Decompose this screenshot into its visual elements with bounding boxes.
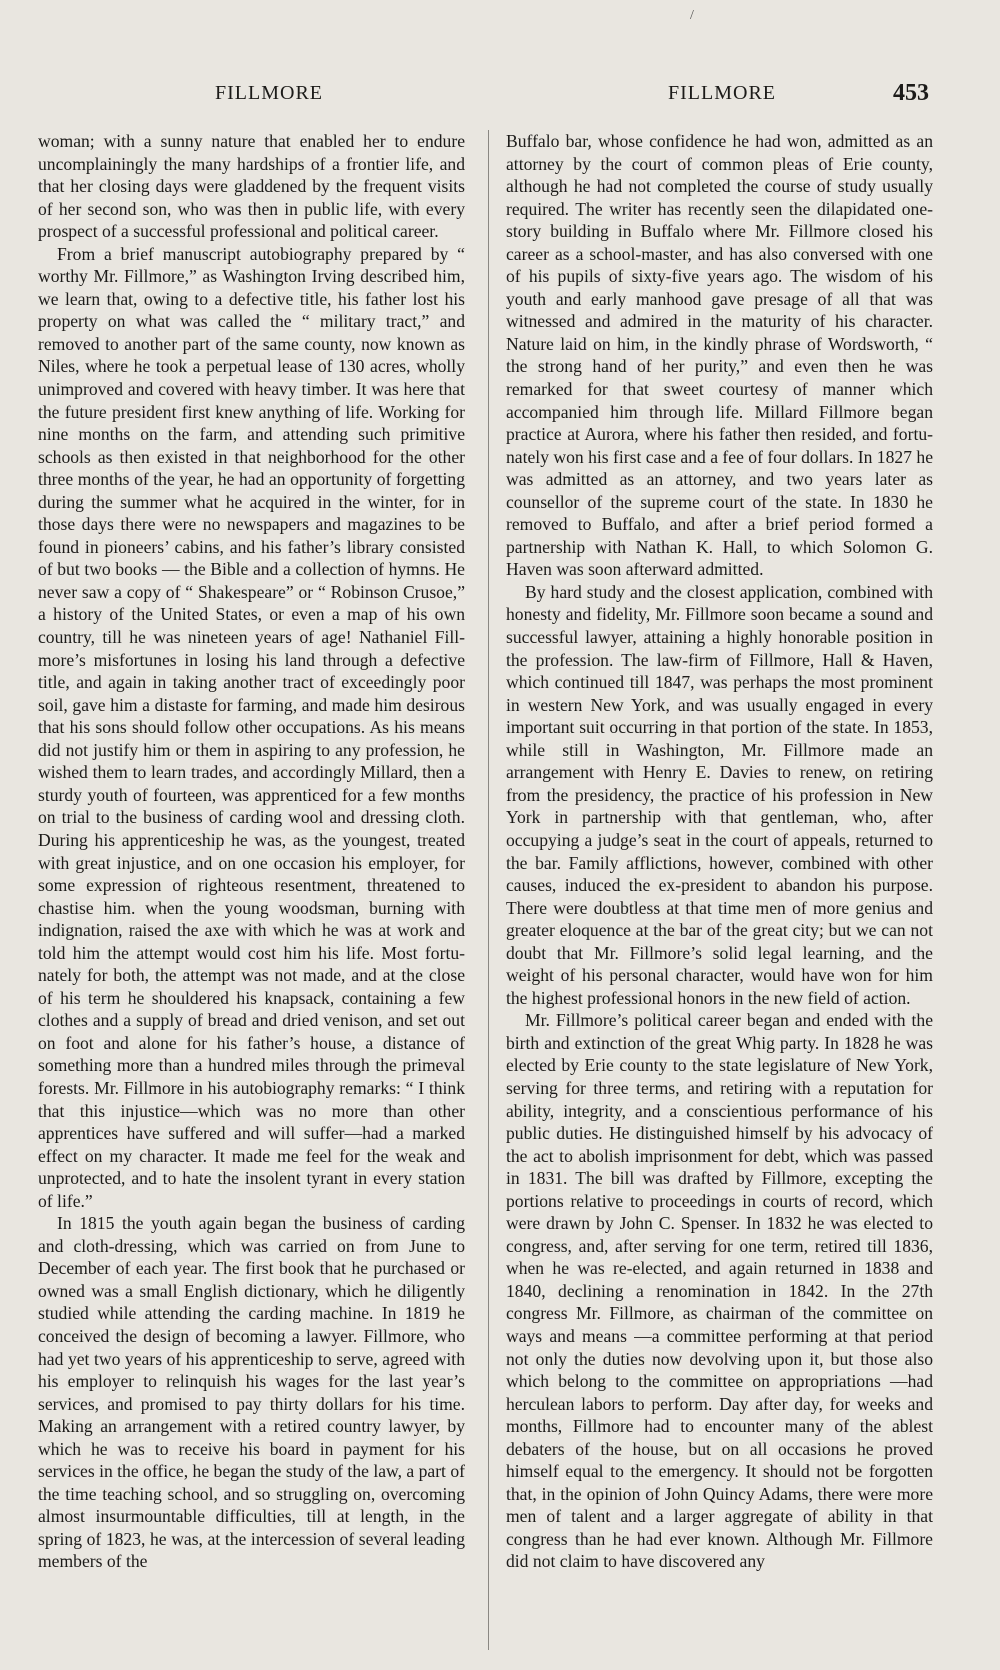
left-paragraph-1: woman; with a sunny nature that enabled her to endure uncomplainingly the many hardships of a frontier life, and that her closing days were gladdened by the frequent visits of her second son, who was then in public life, with every prospect of a successful professional and political career. bbox=[38, 131, 465, 242]
page-number: 453 bbox=[893, 80, 929, 106]
running-header-left: FILLMORE bbox=[215, 82, 323, 104]
right-column bbox=[506, 130, 933, 1573]
left-paragraph-2: From a brief manuscript autobiography prepared by “ worthy Mr. Fillmore,” as Washington Irving described him, we learn that, owing to a defective title, his father lost his property on what was called the “ military tract,” and removed to another part of the same county, now known as Niles, where he took a perpetual lease of 130 acres, wholly unimproved and covered with heavy timber. It was here that the future president first knew anything of life. Working for nine months on the farm, and attending such primitive schools as then existed in that neighborhood for the other three months of the year, he had an opportunity of forgetting during the summer what he acquired in the winter, for in those days there were no newspapers and magazines to be found in pioneers’ cabins, and his father’s library consisted of but two books — the Bible and a collection of hymns. He never saw a copy of “ Shakespeare” or “ Robinson Crusoe,” a history of the United States, or even a map of his own country, till he was nineteen years of age! Nathaniel Fillmore’s misfortunes in losing his land through a defective title, and again in taking another tract of exceedingly poor soil, gave him a distaste for farming, and made him desirous that his sons should follow other occupations. As his means did not justify him or them in aspiring to any profession, he wished them to learn trades, and accordingly Millard, then a sturdy youth of fourteen, was apprenticed for a few months on trial to the business of carding wool and dressing cloth. During his apprenticeship he was, as the youngest, treated with great injustice, and on one occasion his employer, for some expression of righteous resentment, threatened to chastise him. when the young woodsman, burning with indignation, raised the axe with which he was at work and told him the attempt would cost him his life. Most fortunately for both, the attempt was not made, and at the close of his term he shouldered his knapsack, containing a few clothes and a supply of bread and dried venison, and set out on foot and alone for his father’s house, a distance of something more than a hundred miles through the primeval forests. Mr. Fillmore in his autobiography remarks: “ I think that this injustice—which was no more than other apprentices have suffered and will suffer—had a marked effect on my character. It made me feel for the weak and unprotected, and to hate the insolent tyrant in every station of life.” bbox=[38, 243, 465, 1211]
left-column bbox=[38, 130, 465, 1573]
left-paragraph-3: In 1815 the youth again began the business of carding and cloth-dressing, which was carried on from June to December of each year. The first book that he purchased or owned was a small English dictionary, which he diligently studied while attending the carding machine. In 1819 he conceived the design of becoming a lawyer. Fillmore, who had yet two years of his apprenticeship to serve, agreed with his employer to relinquish his wages for the last year’s services, and promised to pay thirty dollars for his time. Making an arrangement with a retired country lawyer, by which he was to receive his board in payment for his services in the office, he began the study of the law, a part of the time teaching school, and so struggling on, overcoming almost insurmountable difficulties, till at length, in the spring of 1823, he was, at the intercession of several leading members of the bbox=[38, 1213, 465, 1572]
right-paragraph-2: By hard study and the closest application, combined with honesty and fidelity, Mr. Fillmore soon became a sound and successful lawyer, attaining a highly honorable position in the profession. The law-firm of Fillmore, Hall & Haven, which continued till 1847, was perhaps the most prominent in western New York, and was usually engaged in every important suit occurring in that portion of the state. In 1853, while still in Washington, Mr. Fillmore made an arrangement with Henry E. Davies to renew, on retiring from the presidency, the practice of his profession in New York in partnership with that gentleman, who, after occupying a judge’s seat in the court of appeals, returned to the bar. Family afflictions, however, combined with other causes, induced the ex-president to abandon his purpose. There were doubtless at that time men of more genius and greater eloquence at the bar of the great city; but we can not doubt that Mr. Fillmore’s solid legal learning, and the weight of his personal character, would have won for him the highest professional honors in the new field of action. bbox=[506, 581, 933, 1008]
top-margin-mark: / bbox=[690, 8, 694, 23]
running-header-right: FILLMORE bbox=[668, 82, 776, 104]
right-paragraph-1: Buffalo bar, whose confidence he had won, admitted as an attorney by the court of common pleas of Erie county, although he had not completed the course of study usually required. The writer has recently seen the dilapidated one-story building in Buffalo where Mr. Fillmore closed his career as a school-master, and has also conversed with one of his pupils of sixty-five years ago. The wisdom of his youth and early manhood gave presage of all that was witnessed and admired in the maturity of his character. Nature laid on him, in the kindly phrase of Wordsworth, “ the strong hand of her purity,” and even then he was remarked for that sweet courtesy of manner which accompanied him through life. Millard Fillmore began practice at Aurora, where his father then resided, and fortunately won his first case and a fee of four dollars. In 1827 he was admitted as an attorney, and two years later as counsellor of the supreme court of the state. In 1830 he removed to Buffalo, and after a brief period formed a partnership with Nathan K. Hall, to which Solomon G. Haven was soon afterward admitted. bbox=[506, 131, 934, 580]
column-divider bbox=[488, 130, 489, 1650]
right-paragraph-3: Mr. Fillmore’s political career began and ended with the birth and extinction of the great Whig party. In 1828 he was elected by Erie county to the state legislature of New York, serving for three terms, and retiring with a reputation for ability, integrity, and a conscientious performance of his public duties. He distinguished himself by his advocacy of the act to abolish imprisonment for debt, which was passed in 1831. The bill was drafted by Fillmore, excepting the portions relative to proceedings in courts of record, which were drawn by John C. Spenser. In 1832 he was elected to congress, and, after serving for one term, retired till 1836, when he was re-elected, and again returned in 1838 and 1840, declining a renomination in 1842. In the 27th congress Mr. Fillmore, as chairman of the committee on ways and means —a committee performing at that period not only the duties now devolving upon it, but those also which belong to the committee on appropriations —had herculean labors to perform. Day after day, for weeks and months, Fillmore had to encounter many of the ablest debaters of the house, but on all occasions he proved himself equal to the emergency. It should not be forgotten that, in the opinion of John Quincy Adams, there were more men of talent and a larger aggregate of ability in that congress than he had ever known. Although Mr. Fillmore did not claim to have discovered any bbox=[506, 1010, 933, 1572]
